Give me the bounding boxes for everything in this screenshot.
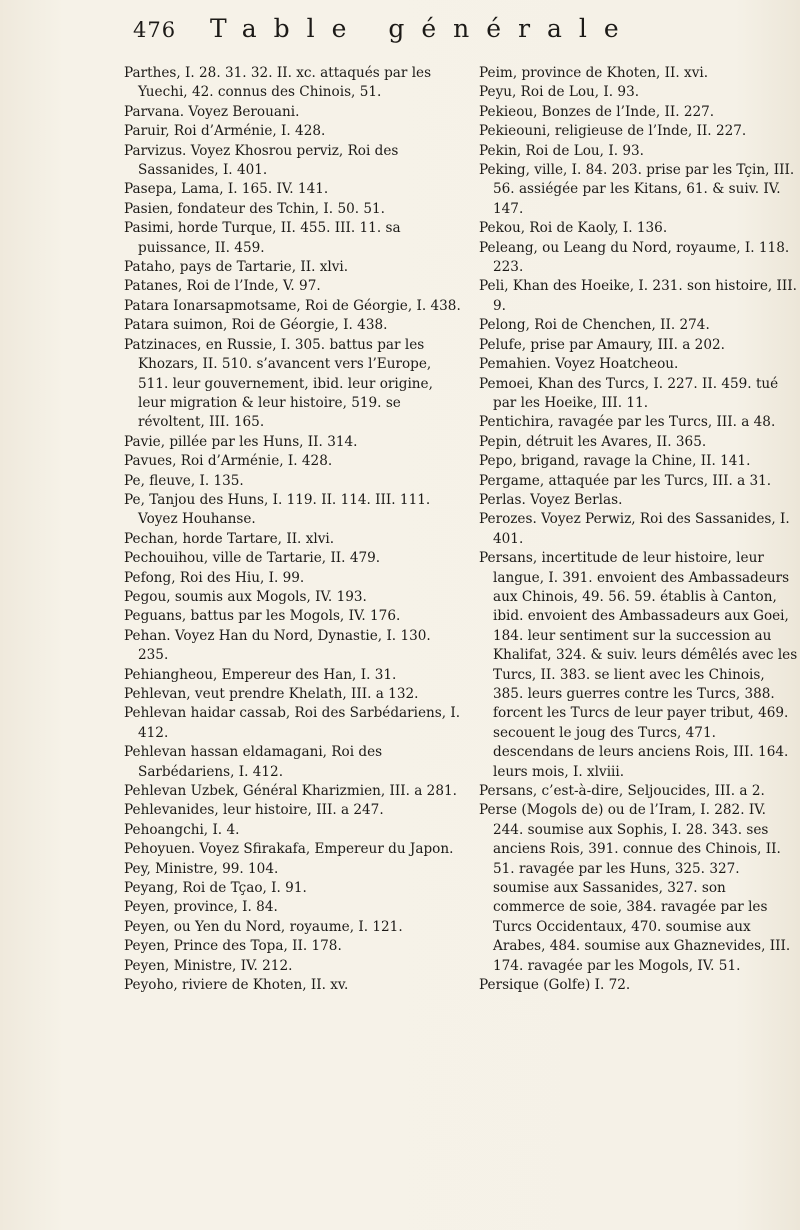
index-entry: Persans, incertitude de leur histoire, leur langue, I. 391. envoient des Ambassadeurs aux Chinois, 49. 56. 59. établis à Canton, ibid. envoient des Ambassadeurs aux Goei, 184. leur sentiment sur la succession au Khalifat, 324. & suiv. leurs démêlés avec les Turcs, II. 383. se lient avec les Chinois, 385. leurs guerres contre les Turcs, 388. forcent les Turcs de leur payer tribut, 469. secouent le joug des Turcs, 471. descendans de leurs anciens Rois, III. 164. leurs mois, I. xlviii. — [479, 550, 798, 780]
index-entry: Peguans, battus par les Mogols, IV. 176. — [124, 608, 401, 625]
index-entry: Peyen, Ministre, IV. 212. — [124, 957, 293, 974]
index-entry: Peli, Khan des Hoeike, I. 231. son histoire, III. 9. — [479, 278, 797, 314]
index-entry: Parvizus. Voyez Khosrou perviz, Roi des Sassanides, I. 401. — [124, 142, 399, 179]
index-entry: Pelufe, prise par Amaury, III. a 202. — [479, 336, 725, 353]
index-entry: Pepo, brigand, ravage la Chine, II. 141. — [479, 453, 751, 470]
index-entry: Parthes, I. 28. 31. 32. II. xc. attaqués par les Yuechi, 42. connus des Chinois, 51. — [124, 65, 432, 101]
index-entry: Patara suimon, Roi de Géorgie, I. 438. — [124, 317, 388, 334]
index-entry: Pefong, Roi des Hiu, I. 99. — [124, 569, 305, 586]
index-entry: Pechouihou, ville de Tartarie, II. 479. — [124, 550, 381, 567]
index-entry: Pe, Tanjou des Huns, I. 119. II. 114. III. 111. Voyez Houhanse. — [124, 491, 431, 528]
index-entry: Pasimi, horde Turque, II. 455. III. 11. sa puissance, II. 459. — [124, 220, 401, 256]
index-entry: Pegou, soumis aux Mogols, IV. 193. — [124, 588, 367, 605]
index-entry: Pehlevanides, leur histoire, III. a 247. — [124, 802, 384, 819]
index-entry: Parvana. Voyez Berouani. — [124, 103, 300, 120]
index-entry: Pechan, horde Tartare, II. xlvi. — [124, 530, 335, 547]
index-entry: Pasien, fondateur des Tchin, I. 50. 51. — [124, 200, 386, 217]
index-entry: Pey, Ministre, 99. 104. — [124, 860, 279, 877]
index-entry: Pekou, Roi de Kaoly, I. 136. — [479, 220, 668, 237]
index-entry: Pelong, Roi de Chenchen, II. 274. — [479, 317, 710, 334]
index-entry: Pehlevan hassan eldamagani, Roi des Sarbédariens, I. 412. — [124, 744, 383, 780]
index-entry: Pemoei, Khan des Turcs, I. 227. II. 459. tué par les Hoeike, III. 11. — [479, 375, 779, 411]
index-entry: Persans, c’est-à-dire, Seljoucides, III. a 2. — [479, 783, 765, 800]
index-entry: Peyoho, riviere de Khoten, II. xv. — [124, 977, 349, 994]
index-entry: Patara Ionarsapmotsame, Roi de Géorgie, I. 438. — [124, 297, 461, 314]
index-entry: Pehlevan Uzbek, Général Kharizmien, III. a 281. — [124, 783, 457, 800]
index-entry: Perse (Mogols de) ou de l’Iram, I. 282. IV. 244. soumise aux Sophis, I. 28. 343. ses anciens Rois, 391. connue des Chinois, II. 51. ravagée par les Huns, 325. 327. soumise aux Sassanides, 327. son commerce de soie, 384. ravagée par les Turcs Occidentaux, 470. soumise aux Arabes, 484. soumise aux Ghaznevides, III. 174. ravagée par les Mogols, IV. 51. — [479, 802, 791, 974]
index-entry: Pehoyuen. Voyez Sfirakafa, Empereur du Japon. — [124, 841, 454, 858]
index-entry: Pehan. Voyez Han du Nord, Dynastie, I. 130. 235. — [124, 627, 431, 664]
index-entry: Perlas. Voyez Berlas. — [479, 491, 623, 508]
index-entry: Pekieouni, religieuse de l’Inde, II. 227. — [479, 123, 747, 140]
index-entry: Patzinaces, en Russie, I. 305. battus par les Khozars, II. 510. s’avancent vers l’Europe, 511. leur gouvernement, ibid. leur origine, leur migration & leur histoire, 519. se révoltent, III. 165. — [124, 336, 433, 431]
index-entry: Peim, province de Khoten, II. xvi. — [479, 65, 709, 81]
index-entry: Pentichira, ravagée par les Turcs, III. a 48. — [479, 414, 776, 431]
index-column-right — [479, 64, 799, 996]
index-entry: Pe, fleuve, I. 135. — [124, 472, 244, 489]
index-entry: Perozes. Voyez Perwiz, Roi des Sassanides, I. 401. — [479, 511, 790, 547]
index-entry: Pavues, Roi d’Arménie, I. 428. — [124, 453, 333, 470]
index-entry: Pekin, Roi de Lou, I. 93. — [479, 142, 644, 159]
running-title: Table générale — [210, 14, 636, 43]
page-header — [0, 14, 800, 64]
index-entry: Peleang, ou Leang du Nord, royaume, I. 118. 223. — [479, 239, 790, 276]
index-entry: Pehiangheou, Empereur des Han, I. 31. — [124, 666, 397, 683]
index-entry: Paruir, Roi d’Arménie, I. 428. — [124, 123, 326, 140]
index-entry: Persique (Golfe) I. 72. — [479, 977, 631, 994]
index-entry: Pekieou, Bonzes de l’Inde, II. 227. — [479, 103, 715, 120]
index-entry: Peyang, Roi de Tçao, I. 91. — [124, 880, 307, 897]
index-entry: Pemahien. Voyez Hoatcheou. — [479, 356, 679, 373]
index-entry: Peyu, Roi de Lou, I. 93. — [479, 84, 640, 101]
index-entry: Peking, ville, I. 84. 203. prise par les Tçin, III. 56. assiégée par les Kitans, 61. & suiv. IV. 147. — [479, 162, 795, 217]
index-entry: Pehlevan, veut prendre Khelath, III. a 132. — [124, 686, 419, 702]
page-number: 476 — [133, 18, 177, 42]
index-entry: Peyen, Prince des Topa, II. 178. — [124, 938, 342, 955]
index-entry: Pepin, détruit les Avares, II. 365. — [479, 433, 707, 450]
index-entry: Pasepa, Lama, I. 165. IV. 141. — [124, 181, 329, 198]
index-column-left — [124, 64, 464, 996]
index-entry: Patanes, Roi de l’Inde, V. 97. — [124, 278, 321, 295]
index-entry: Pavie, pillée par les Huns, II. 314. — [124, 433, 358, 450]
index-entry: Peyen, ou Yen du Nord, royaume, I. 121. — [124, 918, 403, 935]
index-entry: Pataho, pays de Tartarie, II. xlvi. — [124, 259, 349, 276]
index-entry: Pehlevan haidar cassab, Roi des Sarbédariens, I. 412. — [124, 705, 461, 741]
index-entry: Pehoangchi, I. 4. — [124, 821, 240, 838]
index-entry: Pergame, attaquée par les Turcs, III. a 31. — [479, 472, 772, 489]
index-entry: Peyen, province, I. 84. — [124, 899, 278, 916]
